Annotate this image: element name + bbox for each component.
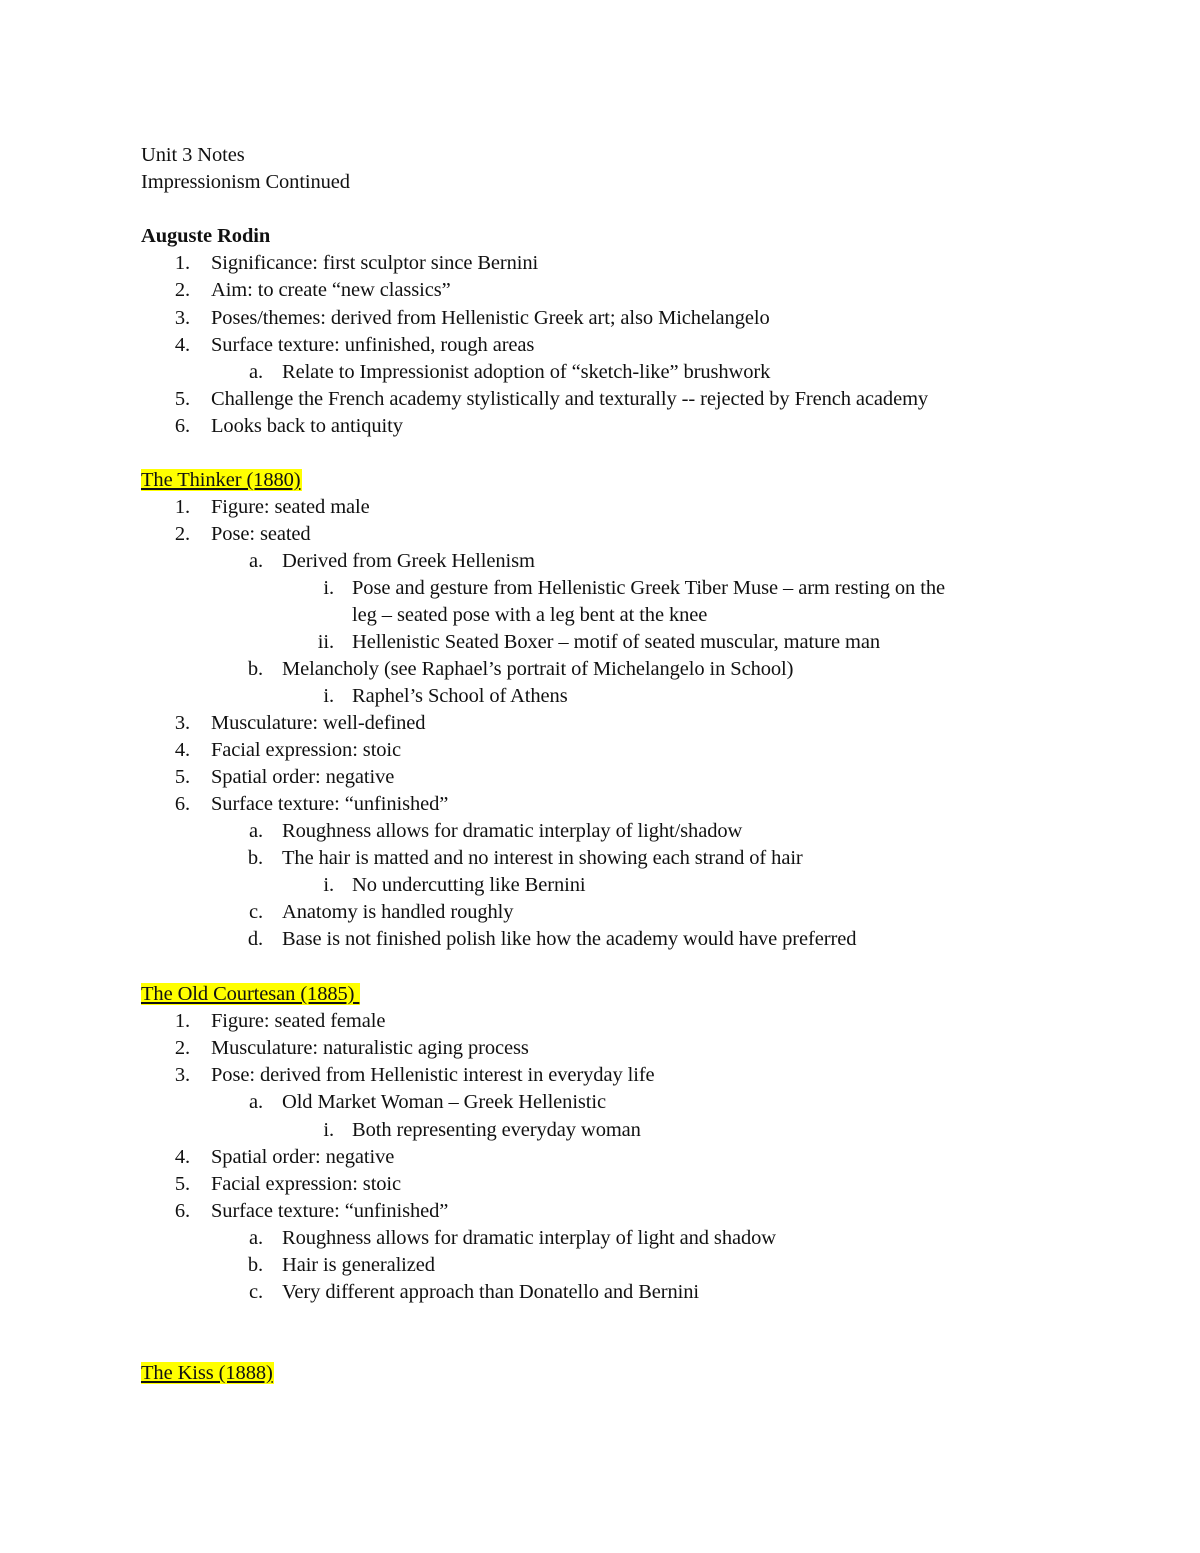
list-marker: b. — [247, 1254, 263, 1276]
list-item-text: Anatomy is handled roughly — [282, 901, 514, 923]
list-marker: 3. — [174, 712, 190, 734]
list-marker: d. — [247, 928, 263, 950]
list-item-text: Hair is generalized — [282, 1254, 435, 1276]
list-item-text: Figure: seated female — [211, 1010, 386, 1032]
list-item-text: Raphel’s School of Athens — [352, 685, 568, 707]
section-heading-rodin: Auguste Rodin — [141, 225, 271, 247]
list-item-text: Facial expression: stoic — [211, 739, 402, 761]
list-item-text: Surface texture: “unfinished” — [211, 1200, 449, 1222]
list-marker: 4. — [174, 1146, 190, 1168]
list-marker: 2. — [174, 1037, 190, 1059]
list-marker: 6. — [174, 415, 190, 437]
list-item-text: Pose: seated — [211, 523, 311, 545]
list-item-text: Aim: to create “new classics” — [211, 279, 451, 301]
highlighted-heading-text: The Kiss (1888) — [141, 1362, 273, 1384]
list-marker: 1. — [174, 496, 190, 518]
list-item-text: Spatial order: negative — [211, 1146, 395, 1168]
list-marker: i. — [323, 577, 334, 599]
list-marker: i. — [323, 874, 334, 896]
list-marker: i. — [323, 685, 334, 707]
list-item-text: Musculature: well-defined — [211, 712, 426, 734]
list-item-text: leg – seated pose with a leg bent at the knee — [352, 604, 708, 626]
list-item-text: The hair is matted and no interest in showing each strand of hair — [282, 847, 803, 869]
section-heading-the-kiss — [141, 1360, 274, 1387]
list-marker: c. — [248, 1281, 263, 1303]
list-item-text: Base is not finished polish like how the academy would have preferred — [282, 928, 857, 950]
list-marker: 5. — [174, 388, 190, 410]
list-marker: 2. — [174, 523, 190, 545]
list-item-text: Facial expression: stoic — [211, 1173, 402, 1195]
list-marker: ii. — [317, 631, 334, 653]
list-item-text: Both representing everyday woman — [352, 1119, 641, 1141]
list-marker: 5. — [174, 766, 190, 788]
list-item-text: Pose: derived from Hellenistic interest in everyday life — [211, 1064, 655, 1086]
list-marker: 4. — [174, 739, 190, 761]
list-item-text: Figure: seated male — [211, 496, 370, 518]
list-marker: c. — [248, 901, 263, 923]
doc-subtitle: Impressionism Continued — [141, 171, 350, 193]
list-item-text: Challenge the French academy stylistically and texturally -- rejected by French academy — [211, 388, 929, 410]
list-item-text: Surface texture: “unfinished” — [211, 793, 449, 815]
section-heading-thinker — [141, 467, 302, 494]
section-heading-old-courtesan — [141, 981, 360, 1008]
list-item-text: Relate to Impressionist adoption of “sketch-like” brushwork — [282, 361, 771, 383]
list-item-text: Poses/themes: derived from Hellenistic Greek art; also Michelangelo — [211, 307, 770, 329]
list-item-text: Roughness allows for dramatic interplay of light and shadow — [282, 1227, 776, 1249]
list-item-text: Old Market Woman – Greek Hellenistic — [282, 1091, 606, 1113]
list-marker: 4. — [174, 334, 190, 356]
list-item-text: No undercutting like Bernini — [352, 874, 586, 896]
list-item-text: Melancholy (see Raphael’s portrait of Michelangelo in School) — [282, 658, 794, 680]
list-item-text: Significance: first sculptor since Bernini — [211, 252, 539, 274]
list-item-text: Roughness allows for dramatic interplay of light/shadow — [282, 820, 743, 842]
list-marker: a. — [248, 361, 263, 383]
list-marker: a. — [248, 1227, 263, 1249]
list-marker: 5. — [174, 1173, 190, 1195]
list-marker: a. — [248, 550, 263, 572]
list-marker: 6. — [174, 1200, 190, 1222]
list-marker: 2. — [174, 279, 190, 301]
list-item-text: Derived from Greek Hellenism — [282, 550, 535, 572]
list-item-text: Looks back to antiquity — [211, 415, 403, 437]
list-marker: b. — [247, 658, 263, 680]
list-marker: i. — [323, 1119, 334, 1141]
list-marker: 1. — [174, 1010, 190, 1032]
list-item-text: Very different approach than Donatello and Bernini — [282, 1281, 700, 1303]
list-marker: 6. — [174, 793, 190, 815]
doc-title: Unit 3 Notes — [141, 144, 245, 166]
highlighted-heading-text: The Old Courtesan (1885) — [141, 983, 360, 1005]
list-marker: b. — [247, 847, 263, 869]
list-item-text: Surface texture: unfinished, rough areas — [211, 334, 535, 356]
list-marker: 3. — [174, 307, 190, 329]
highlighted-heading-text: The Thinker (1880) — [141, 469, 301, 491]
list-item-text: Hellenistic Seated Boxer – motif of seated muscular, mature man — [352, 631, 880, 653]
list-marker: 1. — [174, 252, 190, 274]
list-marker: a. — [248, 1091, 263, 1113]
list-item-text: Spatial order: negative — [211, 766, 395, 788]
list-item-text: Musculature: naturalistic aging process — [211, 1037, 529, 1059]
list-marker: 3. — [174, 1064, 190, 1086]
list-marker: a. — [248, 820, 263, 842]
list-item-text: Pose and gesture from Hellenistic Greek Tiber Muse – arm resting on the — [352, 577, 945, 599]
